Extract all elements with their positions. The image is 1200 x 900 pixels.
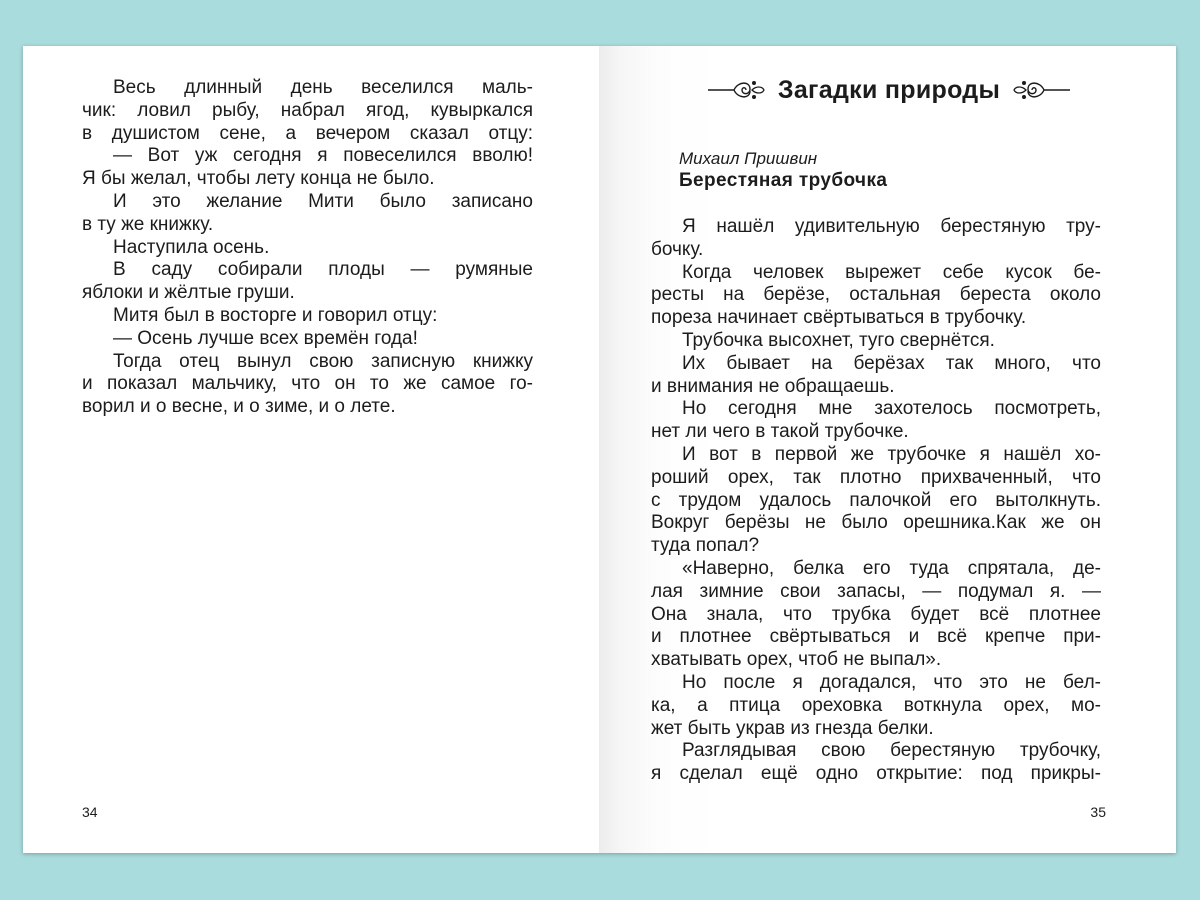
text-line: лая зимние свои запасы, — подумал я. — [651,580,1101,602]
left-page [23,46,599,853]
left-ornament-icon [708,77,766,103]
text-line: жет быть украв из гнезда белки. [651,717,934,739]
section-title: Загадки природы [777,75,1001,104]
text-line: Тогда отец вынул свою записную книжку [113,350,533,372]
text-line: туда попал? [651,535,760,557]
text-line: в душистом сене, а вечером сказал отцу: [82,122,533,144]
text-line: бочку. [651,238,704,260]
text-line: Трубочка высохнет, туго свернётся. [682,329,995,351]
text-line: — Осень лучше всех времён года! [113,327,418,349]
text-line: Когда человек вырежет себе кусок бе- [682,261,1101,283]
text-line: чик: ловил рыбу, набрал ягод, кувыркался [82,99,533,121]
text-line: и показал мальчику, что он то же самое го- [82,373,533,395]
text-line: хватывать орех, чтоб не выпал». [651,649,942,671]
right-page [599,46,1176,853]
text-line: ресты на берёзе, остальная береста около [651,284,1101,306]
left-page-text [82,77,533,419]
text-line: «Наверно, белка его туда спрятала, де- [682,557,1101,579]
text-line: с трудом удалось палочкой его вытолкнуть. [651,489,1101,511]
text-line: Вокруг берёзы не было орешника.Как же он [651,512,1101,534]
page-number-left: 34 [82,804,98,820]
text-line: Я нашёл удивительную берестяную тру- [682,216,1101,237]
text-line: пореза начинает свёртываться в трубочку. [651,307,1027,329]
text-line: нет ли чего в такой трубочке. [651,421,909,443]
story-author: Михаил Пришвин [679,149,818,168]
text-line: Она знала, что трубка будет всё плотнее [651,603,1101,625]
text-line: яблоки и жёлтые груши. [82,282,295,304]
text-line: И вот в первой же трубочке я нашёл хо- [682,443,1101,465]
text-line: в ту же книжку. [82,213,214,235]
text-line: Но сегодня мне захотелось посмотреть, [682,398,1101,420]
book-spread [23,46,1176,853]
text-line: роший орех, так плотно прихваченный, что [651,466,1101,488]
text-line: Весь длинный день веселился маль- [113,77,533,98]
story-title: Берестяная трубочка [679,170,888,191]
text-line: Я бы желал, чтобы лету конца не было. [82,168,435,190]
right-ornament-icon [1012,77,1070,103]
text-line: ворил и о весне, и о зиме, и о лете. [82,396,396,418]
right-page-text [651,216,1101,786]
text-line: — Вот уж сегодня я повеселился вволю! [113,145,533,167]
page-number-right: 35 [1090,804,1106,820]
text-line: Разглядывая свою берестяную трубочку, [682,740,1101,762]
section-heading [659,70,1119,110]
text-line: Их бывает на берёзах так много, что [682,352,1101,374]
text-line: Но после я догадался, что это не бел- [682,671,1101,693]
text-line: И это желание Мити было записано [113,190,533,212]
text-line: и плотнее свёртываться и всё крепче при- [651,626,1101,648]
text-line: Наступила осень. [113,236,270,258]
text-line: и внимания не обращаешь. [651,375,895,397]
text-line: Митя был в восторге и говорил отцу: [113,304,438,326]
text-line: ка, а птица ореховка воткнула орех, мо- [651,694,1101,716]
text-line: В саду собирали плоды — румяные [113,259,533,281]
text-line: я сделал ещё одно открытие: под прикры- [651,763,1101,785]
